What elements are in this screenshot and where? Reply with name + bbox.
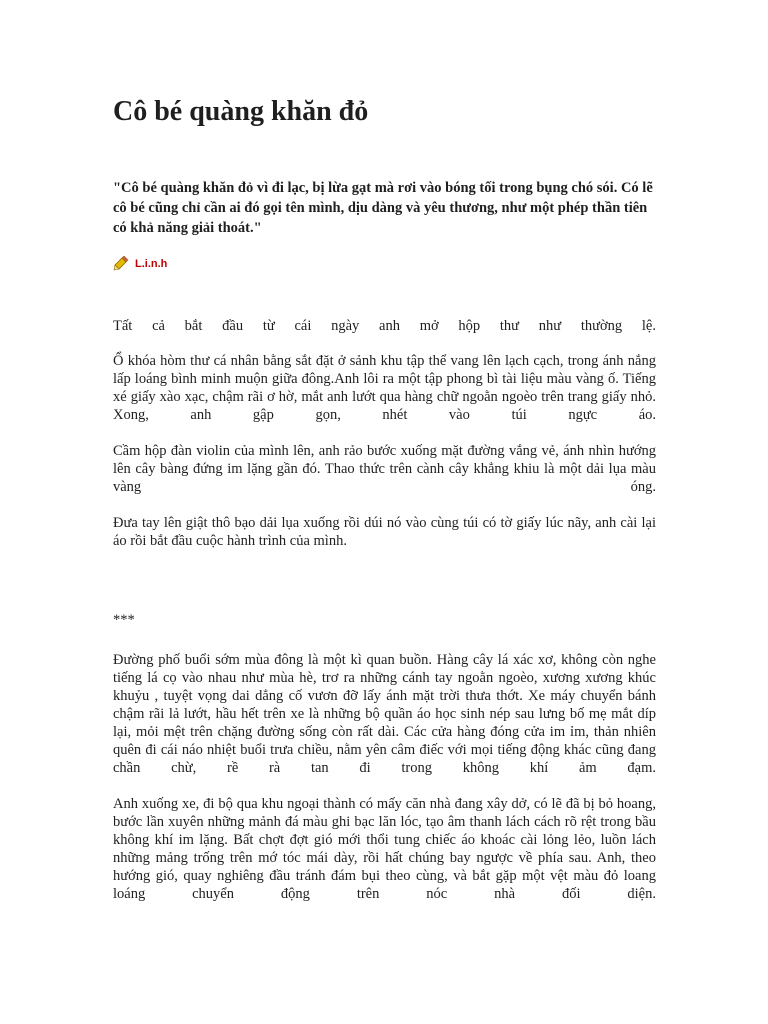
author-line — [113, 254, 167, 274]
paragraph-1: Tất cả bắt đầu từ cái ngày anh mở hộp thư như thường lệ. — [113, 318, 656, 334]
page-title: Cô bé quàng khăn đỏ — [113, 96, 369, 127]
paragraph-2: Ổ khóa hòm thư cá nhân bằng sắt đặt ở sảnh khu tập thể vang lên lạch cạch, trong ánh nắng lấp loáng bình minh muộn giữa đông.Anh lôi ra một tập phong bì tài liệu màu vàng ố. Tiếng xé giấy xào xạc, chậm rãi ơ hờ, mắt anh lướt qua hàng chữ ngoằn ngoèo trên trang giấy nhỏ. Xong, anh gập gọn, nhét vào túi ngực áo. — [113, 353, 656, 423]
paragraph-3: Cầm hộp đàn violin của mình lên, anh rảo bước xuống mặt đường vắng vẻ, ánh nhìn hướng lên cây bàng đứng im lặng gần đó. Thao thức trên cành cây khẳng khiu là một dải lụa màu vàng óng. — [113, 443, 656, 495]
pencil-icon — [113, 256, 129, 272]
author-name: L.i.n.h — [135, 258, 168, 270]
paragraph-5: Đường phố buổi sớm mùa đông là một kì quan buồn. Hàng cây lá xác xơ, không còn nghe tiếng lá cọ vào nhau như mùa hè, trơ ra những cánh tay ngoằn ngoèo, xương xương khúc khuỷu , tuyệt vọng dai dẳng cố vươn đỡ lấy ánh mặt trời thưa thớt. Xe máy chuyển bánh chậm rãi lả lướt, hầu hết trên xe là những bộ quần áo học sinh nép sau lưng bố mẹ mắt díp lại, mỏi mệt trên chặng đường sống còn rất dài. Các cửa hàng đóng cửa im ỉm, thản nhiên quên đi cái náo nhiệt buổi trưa chiều, nằm yên câm điếc với mọi tiếng động khác cũng đang chần chừ, rề rà tan đi trong không khí ảm đạm. — [113, 652, 656, 776]
paragraph-4: Đưa tay lên giật thô bạo dải lụa xuống rồi dúi nó vào cùng túi có tờ giấy lúc nãy, anh cài lại áo rồi bắt đầu cuộc hành trình của mình. — [113, 515, 656, 549]
intro-quote: "Cô bé quàng khăn đỏ vì đi lạc, bị lừa gạt mà rơi vào bóng tối trong bụng chó sói. Có lẽ cô bé cũng chỉ cần ai đó gọi tên mình, dịu dàng và yêu thương, như một phép thần tiên có khả năng giải thoát." — [113, 180, 653, 236]
paragraph-6: Anh xuống xe, đi bộ qua khu ngoại thành có mấy căn nhà đang xây dở, có lẽ đã bị bỏ hoang, bước lần xuyên những mảnh đá màu ghi bạc lăn lóc, tạo âm thanh lách cách rõ rệt trong bầu không khí im lặng. Bất chợt đợt gió mới thổi tung chiếc áo khoác cài lỏng lẻo, luồn lách những mảng trống trên mớ tóc mái dày, rồi hất chúng bay ngược về phía sau. Anh, theo hướng gió, quay nghiêng đầu tránh đám bụi theo cùng, và bắt gặp một vệt màu đỏ loang loáng chuyển động trên nóc nhà đối diện. — [113, 796, 656, 902]
section-separator: *** — [113, 612, 135, 628]
